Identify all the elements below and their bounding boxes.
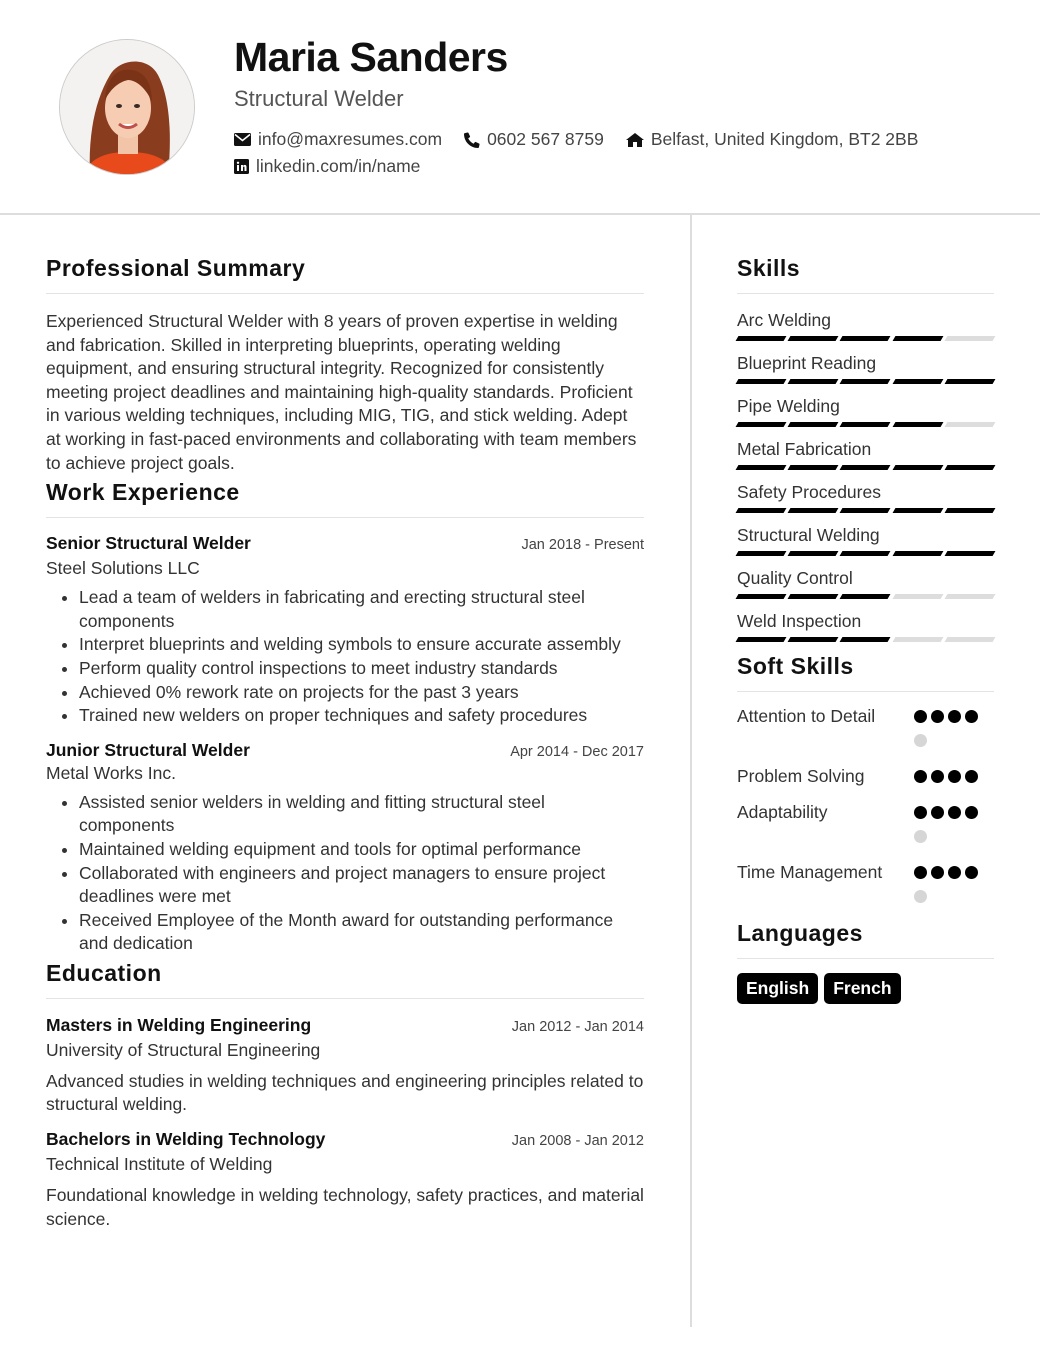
languages-list — [737, 973, 994, 1004]
skill-level-segment — [944, 637, 995, 642]
skill-level-segment — [892, 637, 943, 642]
soft-skill-name: Attention to Detail — [737, 706, 876, 726]
list-item: • Assisted senior welders in welding and fitting structural steel components — [79, 791, 644, 838]
skill-level-segment — [944, 379, 995, 384]
skill-level-segment — [736, 551, 787, 556]
skill-level-bar — [737, 637, 994, 642]
rating-dot — [914, 806, 927, 819]
education-description: Foundational knowledge in welding technology, safety practices, and material science. — [46, 1185, 644, 1229]
skill-level-bar — [737, 594, 994, 599]
soft-skills-list — [737, 704, 994, 914]
soft-skill-name: Time Management — [737, 862, 883, 882]
email-text: info@maxresumes.com — [258, 129, 443, 149]
skill-level-segment — [892, 336, 943, 341]
skill-name: Structural Welding — [737, 525, 880, 545]
skill-level-segment — [944, 594, 995, 599]
skill-level-segment — [892, 465, 943, 470]
languages-heading: Languages — [737, 920, 994, 959]
list-item: • Achieved 0% rework rate on projects for the past 3 years — [79, 681, 644, 705]
skill-name: Quality Control — [737, 568, 853, 588]
contact-email[interactable] — [234, 129, 442, 150]
contact-location — [626, 129, 919, 150]
summary-heading: Professional Summary — [46, 255, 644, 294]
skill-item — [737, 610, 994, 642]
job-bullets — [46, 791, 644, 956]
candidate-title: Structural Welder — [234, 86, 404, 111]
list-item: • Received Employee of the Month award for outstanding performance and dedication — [79, 909, 644, 956]
skill-level-segment — [788, 422, 839, 427]
education-entry — [46, 1129, 644, 1231]
skill-item — [737, 395, 994, 427]
education-entry — [46, 1015, 644, 1117]
soft-skill-name: Problem Solving — [737, 766, 865, 786]
skill-level-segment — [788, 465, 839, 470]
skill-level-segment — [944, 508, 995, 513]
rating-dot — [965, 866, 978, 879]
skill-level-bar — [737, 508, 994, 513]
job-title: Junior Structural Welder — [46, 739, 250, 760]
skill-level-segment — [944, 422, 995, 427]
soft-skill-item — [737, 800, 994, 854]
skill-level-segment — [892, 551, 943, 556]
job-entry — [46, 533, 644, 728]
rating-dot — [948, 866, 961, 879]
skill-name: Pipe Welding — [737, 396, 840, 416]
skill-level-segment — [944, 551, 995, 556]
soft-skill-item — [737, 764, 994, 794]
skill-level-segment — [736, 379, 787, 384]
skill-level-segment — [736, 508, 787, 513]
job-entry — [46, 740, 644, 956]
rating-dot — [931, 866, 944, 879]
skills-heading: Skills — [737, 255, 994, 294]
phone-text: 0602 567 8759 — [487, 129, 604, 149]
skill-name: Weld Inspection — [737, 611, 862, 631]
job-title: Senior Structural Welder — [46, 533, 251, 554]
skill-level-bar — [737, 551, 994, 556]
profile-photo-icon — [60, 40, 195, 175]
skill-level-bar — [737, 465, 994, 470]
language-badge: English — [737, 973, 818, 1004]
phone-icon — [464, 132, 480, 148]
soft-skill-item — [737, 860, 994, 914]
skill-level-segment — [840, 594, 891, 599]
skill-name: Blueprint Reading — [737, 353, 877, 373]
linkedin-icon — [234, 159, 249, 174]
skill-level-segment — [840, 508, 891, 513]
skill-item — [737, 438, 994, 470]
degree-title: Masters in Welding Engineering — [46, 1014, 312, 1035]
skill-level-segment — [788, 637, 839, 642]
skill-level-segment — [892, 594, 943, 599]
skill-item — [737, 309, 994, 341]
rating-dot — [965, 770, 978, 783]
skill-item — [737, 567, 994, 599]
skill-level-segment — [840, 336, 891, 341]
skill-item — [737, 352, 994, 384]
rating-dot — [965, 806, 978, 819]
skill-level-segment — [892, 379, 943, 384]
soft-skills-heading: Soft Skills — [737, 653, 994, 692]
skill-level-segment — [944, 336, 995, 341]
contact-linkedin[interactable] — [234, 156, 420, 177]
rating-dot — [948, 806, 961, 819]
rating-dot — [914, 710, 927, 723]
column-divider — [690, 215, 692, 1327]
soft-skill-rating — [914, 764, 994, 794]
skill-level-segment — [736, 422, 787, 427]
school-name: University of Structural Engineering — [46, 1039, 321, 1060]
skill-level-segment — [892, 508, 943, 513]
skill-level-segment — [788, 551, 839, 556]
skill-level-segment — [736, 594, 787, 599]
rating-dot — [965, 710, 978, 723]
list-item: • Maintained welding equipment and tools for optimal performance — [79, 838, 644, 862]
home-icon — [626, 133, 644, 147]
rating-dot — [931, 770, 944, 783]
rating-dot — [948, 770, 961, 783]
skill-name: Arc Welding — [737, 310, 832, 330]
list-item: • Collaborated with engineers and project managers to ensure project deadlines were met — [79, 862, 644, 909]
skill-item — [737, 524, 994, 556]
job-company: Metal Works Inc. — [46, 762, 176, 783]
skill-level-segment — [736, 637, 787, 642]
soft-skill-rating — [914, 860, 994, 914]
skill-level-bar — [737, 336, 994, 341]
skill-level-segment — [788, 508, 839, 513]
resume-header — [0, 0, 1040, 215]
rating-dot — [948, 710, 961, 723]
education-date: Jan 2008 - Jan 2012 — [511, 1133, 644, 1150]
education-description: Advanced studies in welding techniques and engineering principles related to structural welding. — [46, 1070, 644, 1115]
skill-level-bar — [737, 422, 994, 427]
experience-heading: Work Experience — [46, 479, 644, 518]
rating-dot — [914, 830, 927, 843]
rating-dot — [914, 890, 927, 903]
skill-level-segment — [840, 465, 891, 470]
location-text: Belfast, United Kingdom, BT2 2BB — [650, 129, 919, 149]
linkedin-text: linkedin.com/in/name — [256, 156, 421, 176]
education-heading: Education — [46, 960, 644, 999]
skill-name: Metal Fabrication — [737, 439, 872, 459]
job-date: Jan 2018 - Present — [521, 537, 644, 554]
skill-level-segment — [736, 336, 787, 341]
list-item: • Interpret blueprints and welding symbols to ensure accurate assembly — [79, 633, 644, 657]
school-name: Technical Institute of Welding — [46, 1154, 273, 1175]
skill-level-segment — [944, 465, 995, 470]
soft-skill-rating — [914, 704, 994, 758]
skill-level-segment — [840, 422, 891, 427]
skill-level-segment — [840, 637, 891, 642]
envelope-icon — [234, 133, 251, 146]
rating-dot — [914, 734, 927, 747]
skill-level-segment — [840, 551, 891, 556]
skill-name: Safety Procedures — [737, 482, 881, 502]
skill-level-segment — [736, 465, 787, 470]
skills-list — [737, 309, 994, 642]
soft-skill-rating — [914, 800, 994, 854]
contact-row — [234, 129, 940, 150]
contact-row-2 — [234, 156, 442, 177]
skill-level-segment — [788, 336, 839, 341]
list-item: • Trained new welders on proper techniques and safety procedures — [79, 704, 644, 728]
job-company: Steel Solutions LLC — [46, 558, 200, 579]
education-date: Jan 2012 - Jan 2014 — [511, 1018, 644, 1035]
rating-dot — [914, 866, 927, 879]
list-item: • Lead a team of welders in fabricating and erecting structural steel components — [79, 586, 644, 633]
candidate-name: Maria Sanders — [234, 34, 508, 80]
soft-skill-name: Adaptability — [737, 802, 828, 822]
job-bullets — [46, 586, 644, 728]
skill-level-segment — [788, 594, 839, 599]
main-column — [46, 255, 644, 1231]
sidebar-column — [737, 255, 994, 1004]
soft-skill-item — [737, 704, 994, 758]
job-date: Apr 2014 - Dec 2017 — [510, 743, 644, 760]
rating-dot — [931, 806, 944, 819]
rating-dot — [914, 770, 927, 783]
skill-level-segment — [788, 379, 839, 384]
degree-title: Bachelors in Welding Technology — [46, 1129, 326, 1150]
language-badge: French — [824, 973, 900, 1004]
contact-phone[interactable] — [464, 129, 604, 150]
list-item: • Perform quality control inspections to meet industry standards — [79, 657, 644, 681]
rating-dot — [931, 710, 944, 723]
skill-level-segment — [840, 379, 891, 384]
skill-level-segment — [892, 422, 943, 427]
skill-level-bar — [737, 379, 994, 384]
summary-text: Experienced Structural Welder with 8 years of proven expertise in welding and fabrication. Skilled in interpreting blueprints, operating welding equipment, and ensuring structural integrity. Recognized for consistently meeting project deadlines and maintaining high-quality standards. Proficient in various welding techniques, including MIG, TIG, and stick welding. Adept at working in fast-paced environments and collaborating with team members to achieve project goals. — [46, 311, 637, 473]
skill-item — [737, 481, 994, 513]
profile-photo — [59, 39, 195, 175]
